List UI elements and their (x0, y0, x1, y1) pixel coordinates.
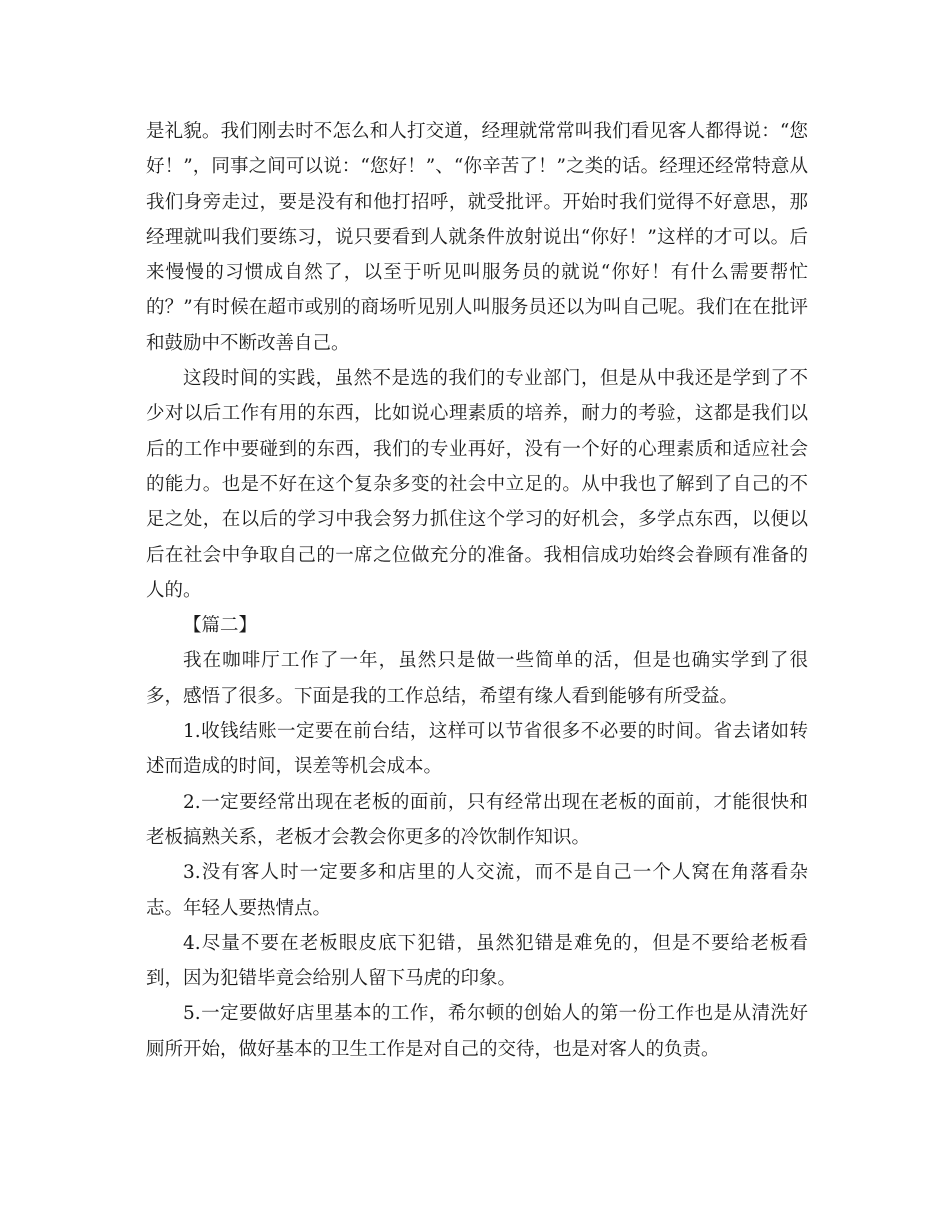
paragraph-intro: 我在咖啡厅工作了一年，虽然只是做一些简单的活，但是也确实学到了很多，感悟了很多。下面是我的工作总结，希望有缘人看到能够有所受益。 (146, 650, 808, 707)
paragraph-2: 这段时间的实践，虽然不是选的我们的专业部门，但是从中我还是学到了不少对以后工作有用的东西，比如说心理素质的培养，耐力的考验，这都是我们以后的工作中要碰到的东西，我们的专业再好，没有一个好的心理素质和适应社会的能力。也是不好在这个复杂多变的社会中立足的。从中我也了解到了自己的不足之处，在以后的学习中我会努力抓住这个学习的好机会，多学点东西，以便以后在社会中争取自己的一席之位做充分的准备。我相信成功始终会眷顾有准备的人的。 (146, 368, 808, 601)
paragraph-1: 是礼貌。我们刚去时不怎么和人打交道，经理就常常叫我们看见客人都得说：“您好！”，同事之间可以说：“您好！”、“你辛苦了！”之类的话。经理还经常特意从我们身旁走过，要是没有和他打招呼，就受批评。开始时我们觉得不好意思，那经理就叫我们要练习，说只要看到人就条件放射说出“你好！”这样的才可以。后来慢慢的习惯成自然了，以至于听见叫服务员的就说“你好！有什么需要帮忙的？”有时候在超市或别的商场听见别人叫服务员还以为叫自己呢。我们在在批评和鼓励中不断改善自己。 (146, 121, 808, 354)
list-item-3: 3.没有客人时一定要多和店里的人交流，而不是自己一个人窝在角落看杂志。年轻人要热情点。 (146, 862, 808, 919)
list-item-1: 1.收钱结账一定要在前台结，这样可以节省很多不必要的时间。省去诸如转述而造成的时间，误差等机会成本。 (146, 721, 808, 778)
list-item-2: 2.一定要经常出现在老板的面前，只有经常出现在老板的面前，才能很快和老板搞熟关系，老板才会教会你更多的冷饮制作知识。 (146, 791, 808, 848)
document-body (146, 114, 808, 1067)
list-item-5: 5.一定要做好店里基本的工作，希尔顿的创始人的第一份工作也是从清洗好厕所开始，做好基本的卫生工作是对自己的交待，也是对客人的负责。 (146, 1003, 808, 1060)
list-item-4: 4.尽量不要在老板眼皮底下犯错，虽然犯错是难免的，但是不要给老板看到，因为犯错毕竟会给别人留下马虎的印象。 (146, 932, 808, 990)
section-heading: 【篇二】 (183, 615, 258, 637)
